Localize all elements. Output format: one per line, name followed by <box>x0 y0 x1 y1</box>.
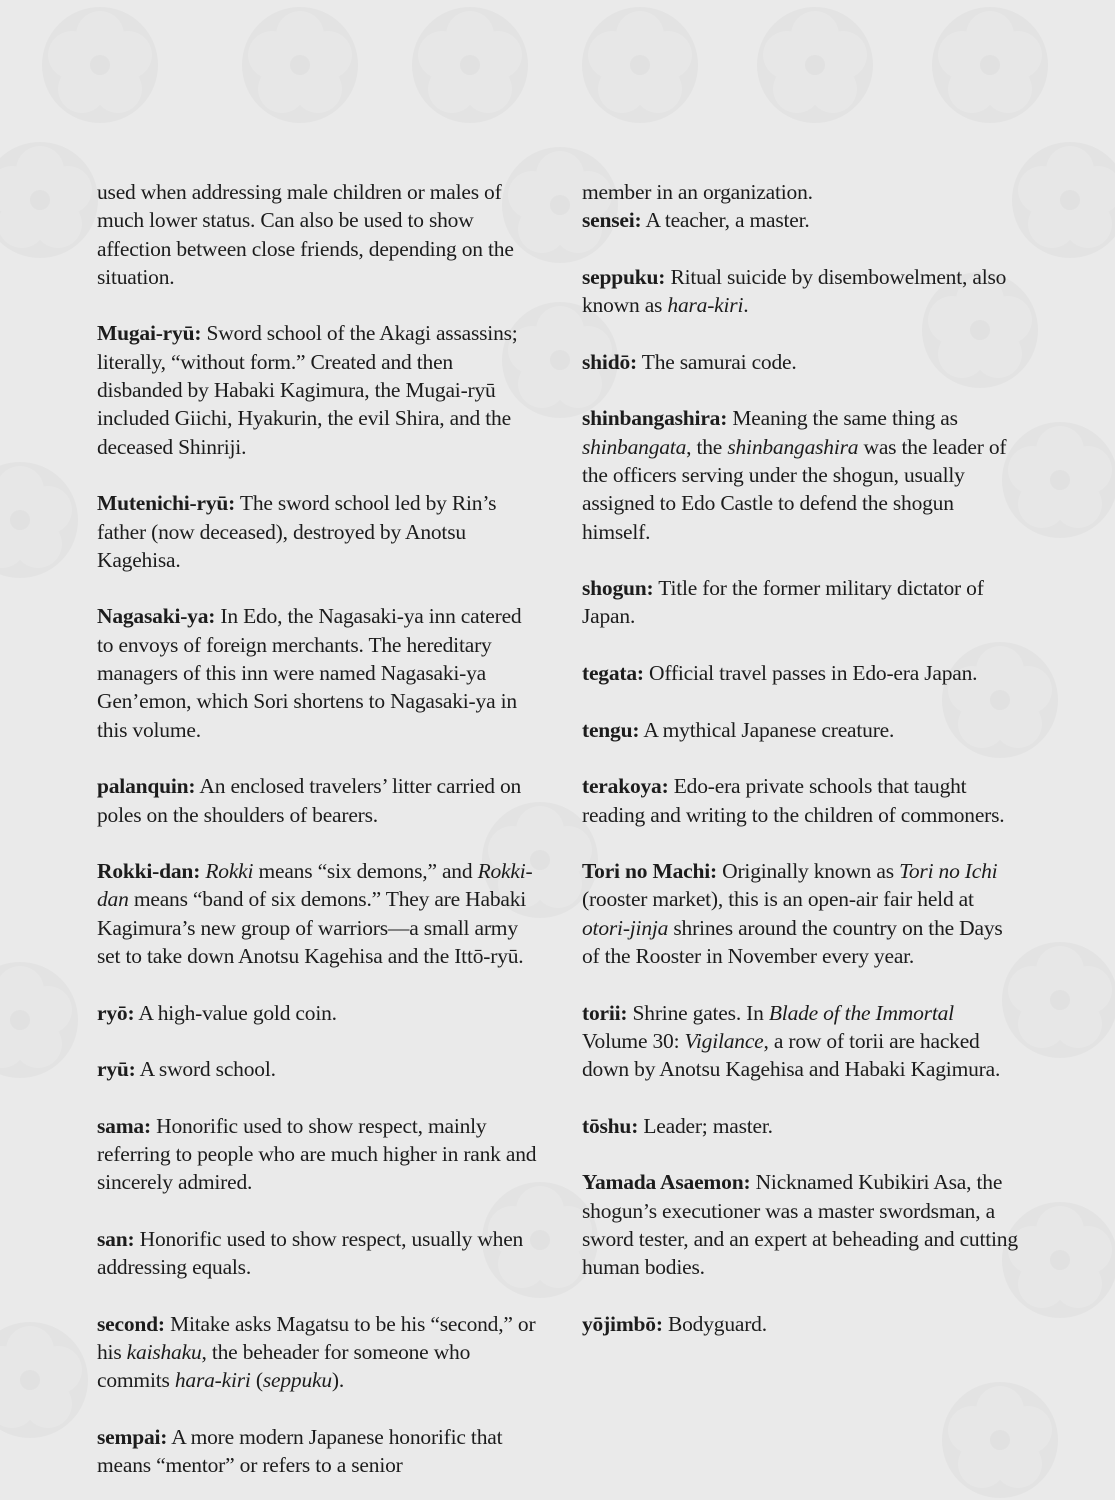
entry-term: tōshu: <box>582 1113 639 1138</box>
entry-text: Honorific used to show respect, usually when addressing equals. <box>97 1226 524 1280</box>
entry-text: A more modern Japanese honorific that means “mentor” or refers to a senior <box>97 1425 503 1478</box>
glossary-entry-second <box>97 1310 537 1395</box>
entry-text: Edo-era private schools that taught reading and writing to the children of commoners. <box>582 774 1005 827</box>
entry-term: Mutenichi-ryū: <box>97 491 236 516</box>
glossary-entry-mutenichi-ryu <box>97 489 537 574</box>
entry-italic-term: seppuku <box>262 1368 332 1393</box>
entry-text: Sword school of the Akagi assassins; literally, “without form.” Created and then disbanded by Habaki Kagimura, the Mugai-ryū included Giichi, Hyakurin, the evil Shira, and the deceased Shinriji. <box>97 321 518 459</box>
entry-italic-term: Vigilance <box>684 1028 764 1053</box>
glossary-entry-tori-no-machi <box>582 857 1022 970</box>
entry-text: Meaning the same thing as <box>727 406 958 431</box>
entry-term: yōjimbō: <box>582 1311 663 1336</box>
entry-term: Nagasaki-ya: <box>97 604 216 629</box>
entry-text: Leader; master. <box>638 1113 773 1138</box>
entry-term: Yamada Asaemon: <box>582 1170 751 1195</box>
glossary-entry-continued <box>582 178 1022 206</box>
entry-text: ). <box>331 1368 345 1393</box>
entry-term: Tori no Machi: <box>582 859 717 884</box>
entry-text: ( <box>250 1368 263 1393</box>
entry-italic-term: Blade of the Immortal <box>768 1000 954 1025</box>
entry-text: Volume 30: <box>582 1028 685 1053</box>
entry-italic-term: Rokki <box>205 859 254 884</box>
entry-text: Title for the former military dictator of Japan. <box>582 576 984 629</box>
glossary-entry-rokki-dan <box>97 857 537 970</box>
entry-text: , the beheader for someone who commits <box>97 1340 471 1393</box>
glossary-right-column <box>582 178 1022 1366</box>
glossary-entry-sensei <box>582 206 1022 234</box>
glossary-entry-mugai-ryu <box>97 319 537 460</box>
entry-term: palanquin: <box>97 774 196 799</box>
glossary-entry-shogun <box>582 574 1022 631</box>
entry-term: second: <box>97 1311 165 1336</box>
glossary-left-column <box>97 178 537 1480</box>
glossary-entry-nagasaki-ya <box>97 602 537 743</box>
entry-term: tengu: <box>582 717 640 742</box>
entry-text: The sword school led by Rin’s father (now deceased), destroyed by Anotsu Kagehisa. <box>97 491 497 572</box>
entry-text: Official travel passes in Edo-era Japan. <box>643 661 978 686</box>
entry-term: shidō: <box>582 349 637 374</box>
entry-term: sensei: <box>582 208 642 233</box>
glossary-entry-terakoya <box>582 772 1022 829</box>
entry-term: shogun: <box>582 576 654 601</box>
glossary-entry-tegata <box>582 659 1022 687</box>
entry-text: A sword school. <box>135 1057 276 1082</box>
entry-italic-term: Tori no Ichi <box>899 859 998 884</box>
glossary-entry-yojimbo <box>582 1310 1022 1338</box>
entry-text: Bodyguard. <box>662 1311 767 1336</box>
entry-term: torii: <box>582 1000 628 1025</box>
entry-term: terakoya: <box>582 774 669 799</box>
entry-text: was the leader of the officers serving under the shogun, usually assigned to Edo Castle to defend the shogun himself. <box>582 434 1007 544</box>
entry-term: tegata: <box>582 661 644 686</box>
entry-text: A teacher, a master. <box>641 208 810 233</box>
entry-text: Honorific used to show respect, mainly referring to people who are much higher in rank and sincerely admired. <box>97 1113 537 1195</box>
entry-text: Originally known as <box>716 859 900 884</box>
entry-text: . <box>743 293 749 318</box>
entry-text: Shrine gates. In <box>627 1000 769 1025</box>
entry-text: , the <box>686 434 728 459</box>
entry-text: member in an organization. <box>582 180 813 204</box>
glossary-entry-tengu <box>582 716 1022 744</box>
entry-italic-term: hara-kiri <box>667 293 744 318</box>
glossary-entry-ryu <box>97 1055 537 1083</box>
glossary-entry-seppuku <box>582 263 1022 320</box>
entry-text: , a row of torii are hacked down by Anotsu Kagehisa and Habaki Kagimura. <box>582 1028 1001 1082</box>
entry-text: means “six demons,” and <box>253 859 478 884</box>
entry-term: seppuku: <box>582 264 666 289</box>
entry-text: means “band of six demons.” They are Habaki Kagimura’s new group of warriors—a small army set to take down Anotsu Kagehisa and the Ittō-ryū. <box>97 887 527 969</box>
entry-text: A mythical Japanese creature. <box>639 717 895 742</box>
glossary-entry-sama <box>97 1112 537 1197</box>
glossary-entry-san <box>97 1225 537 1282</box>
entry-text: An enclosed travelers’ litter carried on poles on the shoulders of bearers. <box>97 774 522 827</box>
entry-text: shrines around the country on the Days of the Rooster in November every year. <box>582 915 1003 969</box>
entry-italic-term: Rokki-dan <box>97 859 533 912</box>
glossary-entry-continued <box>97 178 537 291</box>
glossary-entry-shido <box>582 348 1022 376</box>
entry-text: The samurai code. <box>636 349 797 374</box>
entry-term: Mugai-ryū: <box>97 321 202 346</box>
glossary-entry-yamada-asaemon <box>582 1168 1022 1281</box>
entry-italic-term: hara-kiri <box>174 1368 251 1393</box>
glossary-entry-sempai <box>97 1423 537 1480</box>
entry-text: Nicknamed Kubikiri Asa, the shogun’s executioner was a master swordsman, a sword tester, and an expert at beheading and cutting human bodies. <box>582 1170 1018 1280</box>
entry-text: (rooster market), this is an open-air fair held at <box>582 887 974 912</box>
entry-text: used when addressing male children or males of much lower status. Can also be used to show affection between close friends, depending on the situation. <box>97 180 514 289</box>
entry-text: Mitake asks Magatsu to be his “second,” or his <box>97 1311 536 1365</box>
glossary-entry-palanquin <box>97 772 537 829</box>
entry-text: In Edo, the Nagasaki-ya inn catered to envoys of foreign merchants. The hereditary managers of this inn were named Nagasaki-ya Gen’emon, which Sori shortens to Nagasaki-ya in this volume. <box>97 604 522 742</box>
entry-term: sempai: <box>97 1425 168 1450</box>
entry-italic-term: kaishaku <box>126 1340 202 1365</box>
entry-italic-term: otori-jinja <box>582 915 669 940</box>
entry-text: Ritual suicide by disembowelment, also known as <box>582 264 1007 318</box>
entry-term: ryū: <box>97 1057 136 1082</box>
entry-italic-term: shinbangata <box>582 434 687 459</box>
glossary-entry-shinbangashira <box>582 404 1022 545</box>
glossary-entry-toshu <box>582 1112 1022 1140</box>
entry-term: Rokki-dan: <box>97 859 201 884</box>
entry-term: shinbangashira: <box>582 406 728 431</box>
entry-italic-term: shinbangashira <box>727 434 859 459</box>
entry-term: ryō: <box>97 1000 135 1025</box>
entry-term: san: <box>97 1226 135 1251</box>
entry-term: sama: <box>97 1113 151 1138</box>
entry-text: A high-value gold coin. <box>134 1000 337 1025</box>
glossary-entry-ryo <box>97 999 537 1027</box>
glossary-entry-torii <box>582 999 1022 1084</box>
